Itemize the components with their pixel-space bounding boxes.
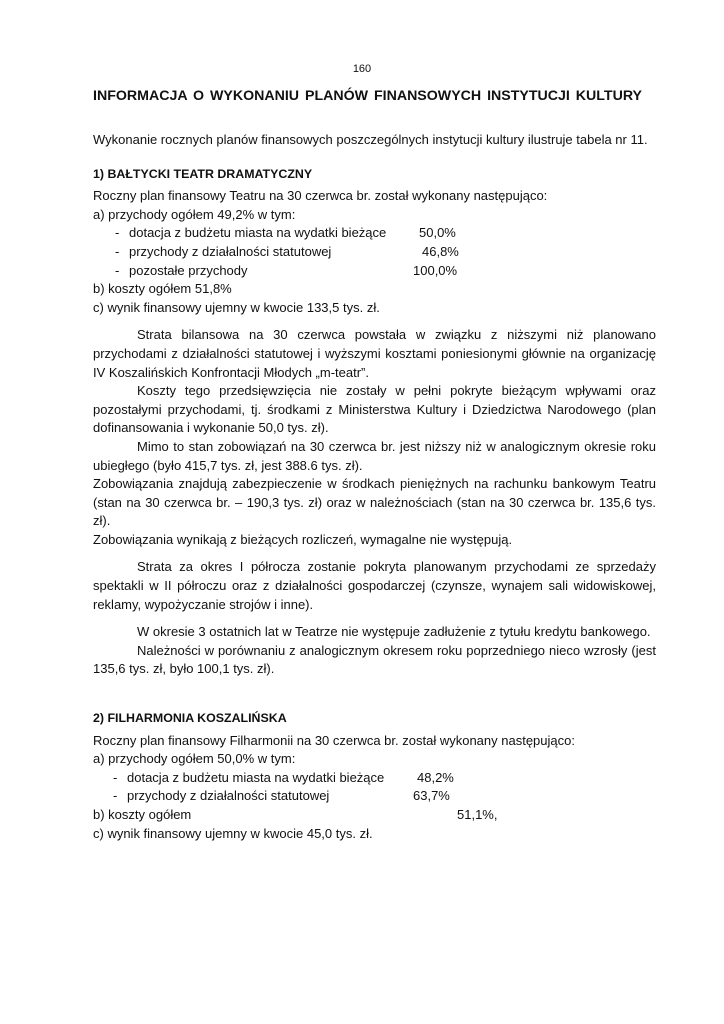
paragraph-strata-bilansowa: Strata bilansowa na 30 czerwca powstała w związku z niższymi niż planowano przychodami z działalności statutowej i wyższymi kosztami poniesionymi głównie na organizację IV Koszalińskich Konfrontacji Młodych „m-teatr”. <box>93 327 656 380</box>
item-b-value: 51,1%, <box>457 807 498 822</box>
sub-item-filharmonia-dotacja <box>93 769 656 788</box>
plan-line-filharmonia: Roczny plan finansowy Filharmonii na 30 czerwca br. został wykonany następująco: <box>93 732 575 748</box>
sub-item-filharmonia-statutowe <box>93 787 656 806</box>
section-heading-teatr: 1) BAŁTYCKI TEATR DRAMATYCZNY <box>93 166 313 181</box>
item-c-teatr: c) wynik finansowy ujemny w kwocie 133,5 tys. zł. <box>93 299 380 315</box>
document-body <box>93 86 656 843</box>
paragraph-zadluzenie: W okresie 3 ostatnich lat w Teatrze nie występuje zadłużenie z tytułu kredytu bankowego. <box>137 624 651 640</box>
item-c-filharmonia: c) wynik finansowy ujemny w kwocie 45,0 tys. zł. <box>93 825 373 841</box>
plan-line-teatr: Roczny plan finansowy Teatru na 30 czerwca br. został wykonany następująco: <box>93 188 548 204</box>
page-number: 160 <box>352 63 372 75</box>
sub-item-value: 63,7% <box>413 788 450 804</box>
sub-item-label: dotacja z budżetu miasta na wydatki bieżące <box>129 225 387 241</box>
section-heading-filharmonia: 2) FILHARMONIA KOSZALIŃSKA <box>93 711 287 726</box>
item-b-filharmonia <box>93 806 656 825</box>
dash-bullet: - <box>115 243 120 259</box>
item-a-filharmonia: a) przychody ogółem 50,0% w tym: <box>93 751 296 767</box>
dash-bullet: - <box>115 262 120 278</box>
intro-paragraph: Wykonanie rocznych planów finansowych poszczególnych instytucji kultury ilustruje tabela nr 11. <box>93 132 648 147</box>
sub-item-value: 50,0% <box>419 225 456 241</box>
item-b-teatr: b) koszty ogółem 51,8% <box>93 281 232 297</box>
paragraph-zobowiazania-biezace: Zobowiązania wynikają z bieżących rozliczeń, wymagalne nie występują. <box>93 531 513 547</box>
sub-item-label: dotacja z budżetu miasta na wydatki bieżące <box>127 769 385 785</box>
dash-bullet: - <box>113 769 118 785</box>
sub-item-label: przychody z działalności statutowej <box>127 788 330 804</box>
dash-bullet: - <box>115 225 120 241</box>
sub-item-value: 46,8% <box>422 243 459 259</box>
sub-item-label: przychody z działalności statutowej <box>129 243 332 259</box>
paragraph-zabezpieczenie: Zobowiązania znajdują zabezpieczenie w środkach pieniężnych na rachunku bankowym Teatru (stan na 30 czerwca br. – 190,3 tys. zł) oraz w należnościach (stan na 30 czerwca br. 135,6 tys. zł). <box>93 476 656 529</box>
sub-item-value: 48,2% <box>417 769 454 785</box>
paragraph-koszty: Koszty tego przedsięwzięcia nie zostały w pełni pokryte bieżącym wpływami oraz pozostałymi przychodami, tj. środkami z Ministerstwa Kultury i Dziedzictwa Narodowego (plan dofinansowania i wykonanie 50,0 tys. zł). <box>93 383 656 436</box>
dash-bullet: - <box>113 788 118 804</box>
paragraph-zobowiazania-stan: Mimo to stan zobowiązań na 30 czerwca br. jest niższy niż w analogicznym okresie roku ubiegłego (było 415,7 tys. zł, jest 388.6 tys. zł). <box>93 438 656 473</box>
sub-item-teatr-statutowe <box>93 243 656 262</box>
document-title: INFORMACJA O WYKONANIU PLANÓW FINANSOWYCH INSTYTUCJI KULTURY <box>93 88 643 104</box>
item-a-teatr: a) przychody ogółem 49,2% w tym: <box>93 206 296 222</box>
sub-item-label: pozostałe przychody <box>129 262 248 278</box>
paragraph-pokrycie-straty: Strata za okres I półrocza zostanie pokryta planowanym przychodami ze sprzedaży spektakli w II półroczu oraz z działalności gospodarczej (czynsze, wynajem sali widowiskowej, reklamy, wypożyczanie strojów i inne). <box>93 559 656 612</box>
sub-item-value: 100,0% <box>413 262 458 278</box>
sub-item-teatr-dotacja <box>93 224 656 243</box>
sub-item-teatr-pozostale <box>93 262 656 281</box>
item-b-label: b) koszty ogółem <box>93 807 192 822</box>
paragraph-naleznosci: Należności w porównaniu z analogicznym okresem roku poprzedniego nieco wzrosły (jest 135,6 tys. zł, było 100,1 tys. zł). <box>93 642 656 677</box>
